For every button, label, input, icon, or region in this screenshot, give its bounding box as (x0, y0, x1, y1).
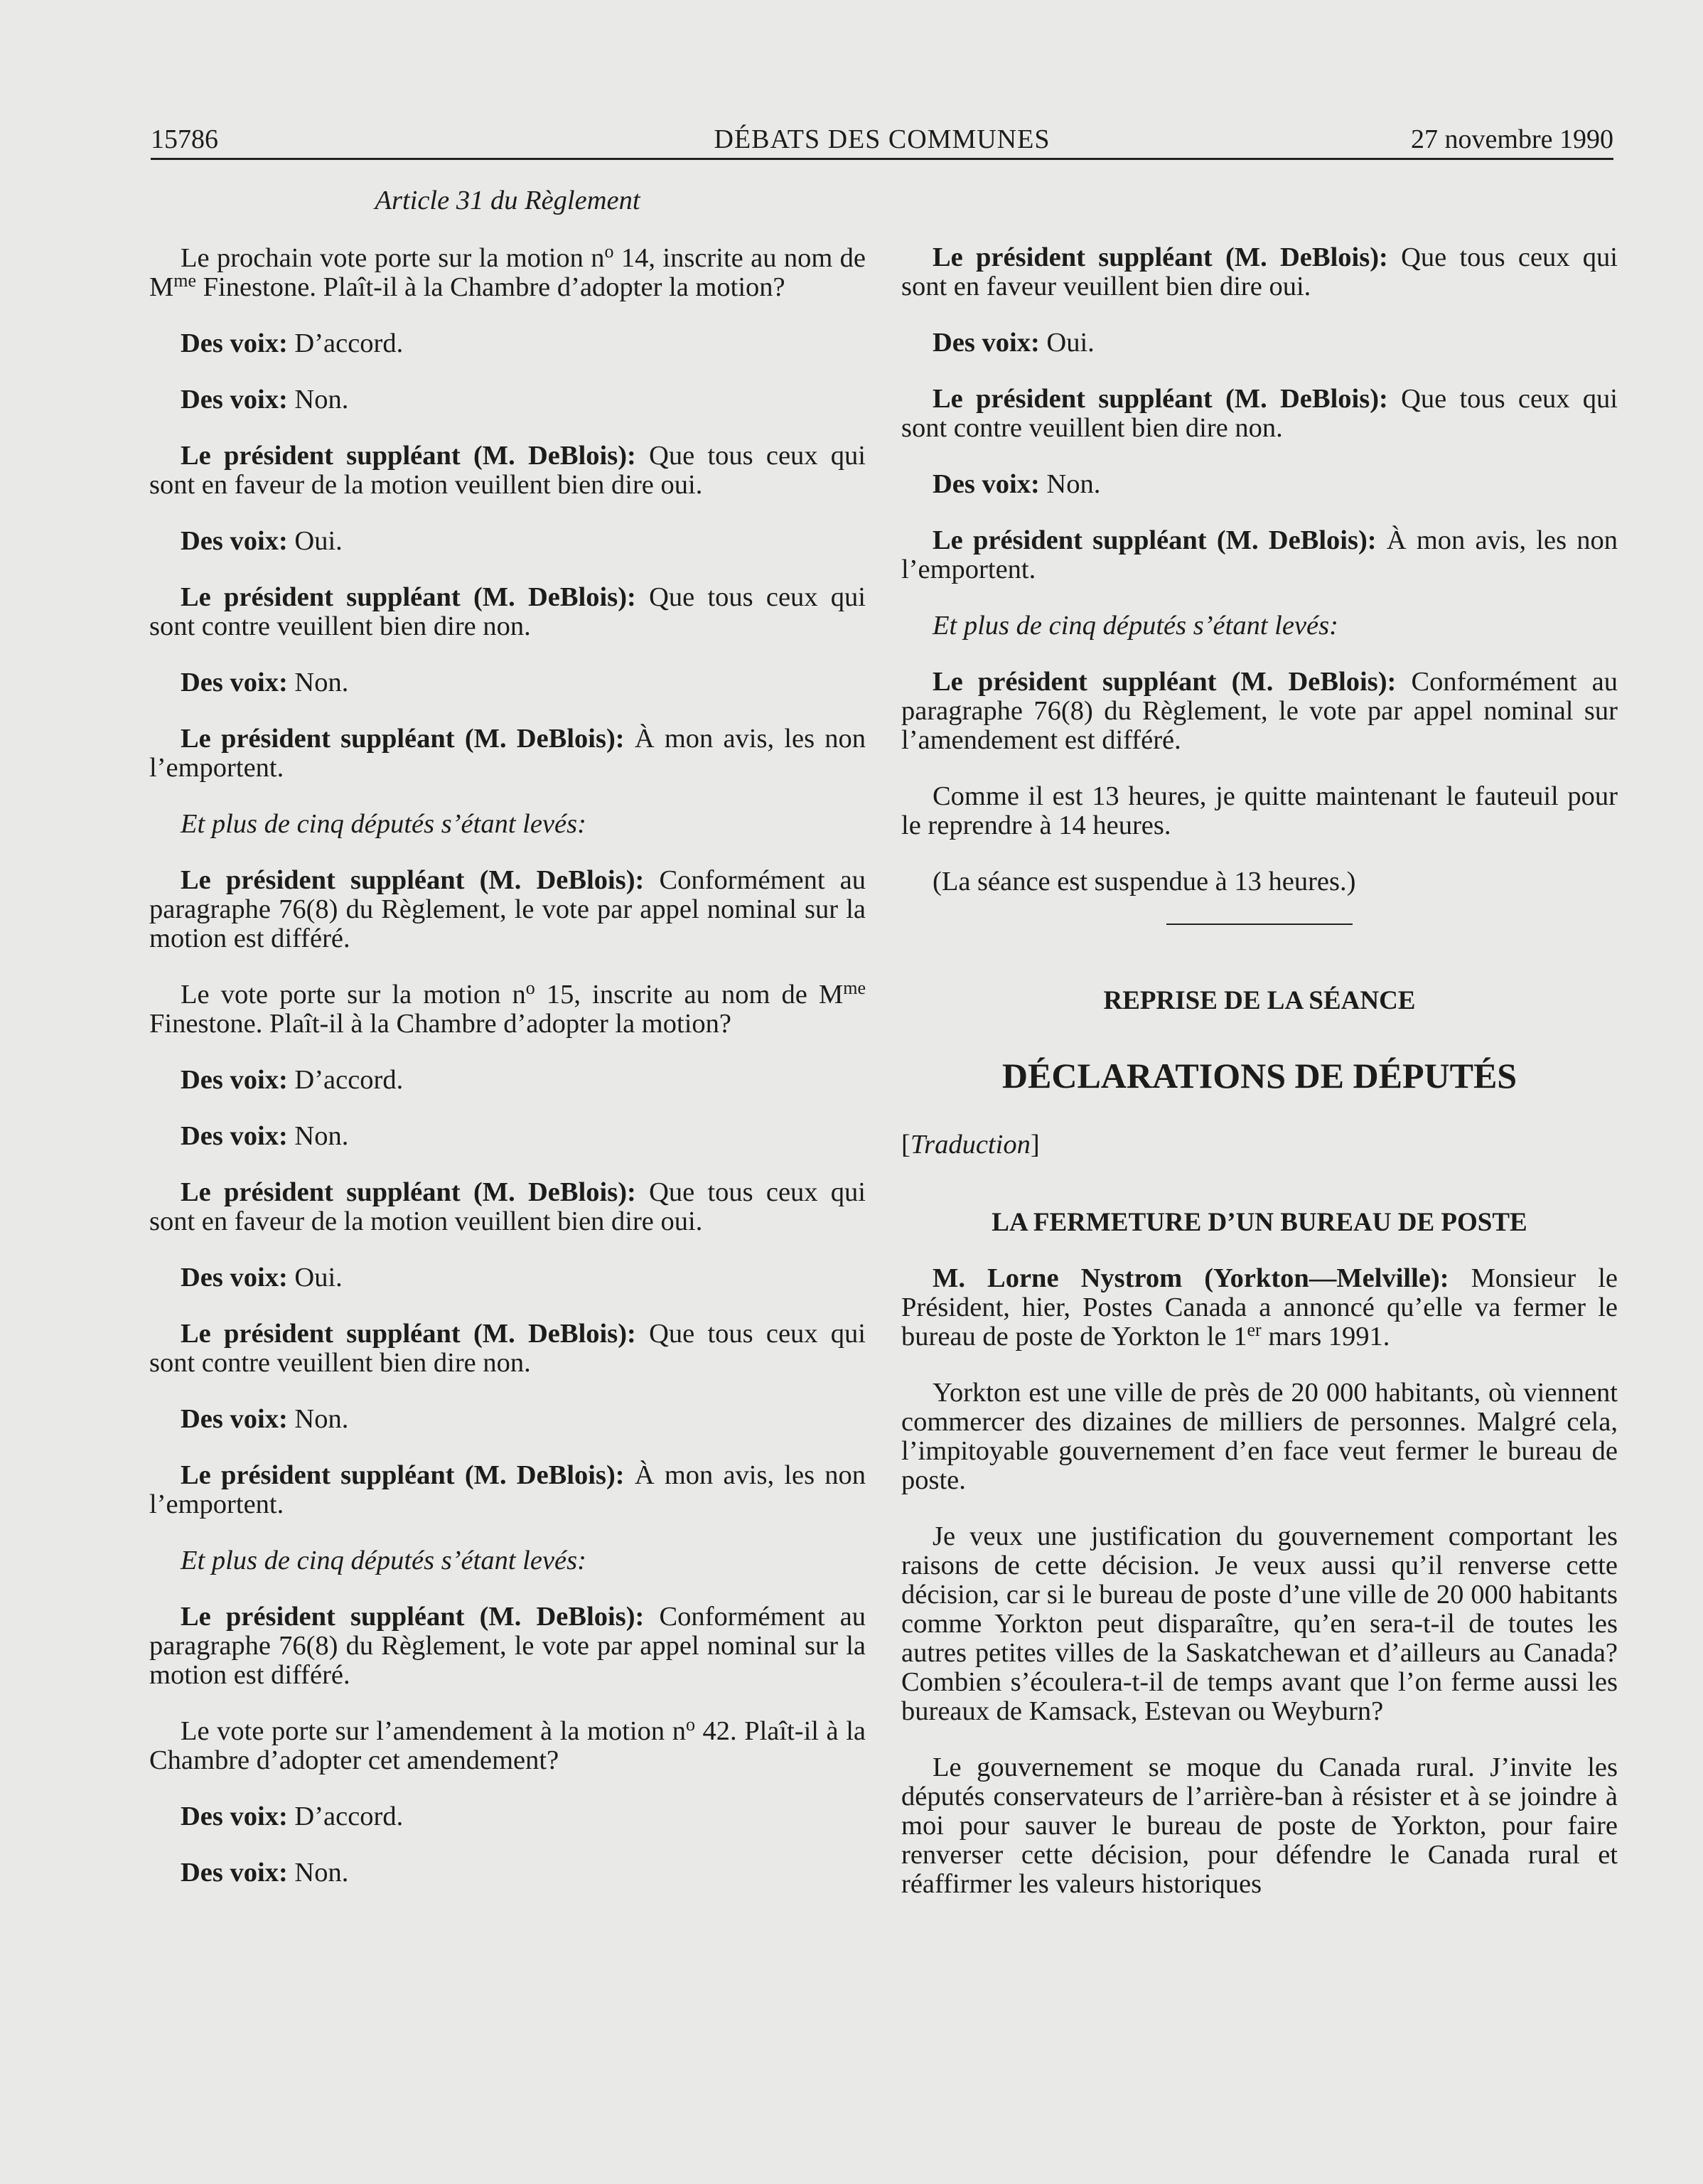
translation-note: [Traduction] (901, 1130, 1040, 1160)
section-title: Article 31 du Règlement (375, 186, 640, 215)
speaker-against: Le président suppléant (M. DeBlois): Que tous ceux qui sont contre veuillent bien dire non. (149, 582, 866, 641)
publication-date: 27 novembre 1990 (1411, 124, 1613, 154)
page-header (151, 119, 1613, 159)
voices-agree: Des voix: D’accord. (181, 328, 404, 358)
paragraph-motion-14: Le prochain vote porte sur la motion $n^o$ 14, inscrite au nom de $M^{me}$ Finestone. Plaît-il à la Chambre d’adopter la motion? (149, 241, 866, 302)
page-number: 15786 (151, 124, 218, 154)
declarations-heading: DÉCLARATIONS DE DÉPUTÉS (1001, 1056, 1517, 1096)
speaker-in-favour: Le président suppléant (M. DeBlois): Que tous ceux qui sont en faveur veuillent bien dire oui. (901, 242, 1618, 301)
left-column (149, 186, 866, 1915)
voices-yes: Des voix: Oui. (933, 328, 1095, 358)
voices-agree: Des voix: D’accord. (181, 1802, 404, 1831)
members-rose: Et plus de cinq députés s’étant levés: (181, 809, 586, 839)
subject-heading: LA FERMETURE D’UN BUREAU DE POSTE (992, 1208, 1527, 1237)
voices-no: Des voix: Non. (181, 1404, 349, 1434)
speaker-deferred-amendment: Le président suppléant (M. DeBlois): Conformément au paragraphe 76(8) du Règlement, le vote par appel nominal sur l’amendement est différé. (901, 667, 1618, 755)
paragraph-amendment-42: Le vote porte sur l’amendement à la motion $n^o$ 42. Plaît-il à la Chambre d’adopter cet amendement? (149, 1714, 866, 1775)
mp-statement-4: Le gouvernement se moque du Canada rural. J’invite les députés conservateurs de l’arrière-ban à résister et à se joindre à moi pour sauver le bureau de poste de Yorkton, pour faire renverser cette décision, pour défendre le Canada rural et réaffirmer les valeurs historiques (901, 1752, 1618, 1899)
mp-statement-3: Je veux une justification du gouvernement comportant les raisons de cette décision. Je veux aussi qu’il renverse cette décision, car si le bureau de poste d’une ville de 20 000 habitants comme Yorkton peut disparaître, qu’en sera-t-il de toutes les autres petites villes de la Saskatchewan et d’ailleurs au Canada? Combien s’écoulera-t-il de temps avant que l’on ferme aussi les bureaux de Kamsack, Estevan ou Weyburn? (901, 1521, 1618, 1726)
resumption-heading: REPRISE DE LA SÉANCE (1103, 986, 1416, 1015)
speaker-opinion: Le président suppléant (M. DeBlois): À mon avis, les non l’emportent. (901, 525, 1618, 584)
voices-no: Des voix: Non. (933, 469, 1101, 499)
speaker-deferred: Le président suppléant (M. DeBlois): Conformément au paragraphe 76(8) du Règlement, le vote par appel nominal sur la motion est différé. (149, 865, 866, 953)
sitting-suspended: (La séance est suspendue à 13 heures.) (933, 867, 1356, 896)
publication-title: DÉBATS DES COMMUNES (714, 124, 1051, 154)
speaker-against: Le président suppléant (M. DeBlois): Que tous ceux qui sont contre veuillent bien dire non. (149, 1319, 866, 1378)
right-column (901, 243, 1618, 1926)
paragraph-thirteen: Comme il est 13 heures, je quitte maintenant le fauteuil pour le reprendre à 14 heures. (901, 781, 1618, 840)
speaker-opinion: Le président suppléant (M. DeBlois): À mon avis, les non l’emportent. (149, 1460, 866, 1519)
mp-statement-2: Yorkton est une ville de près de 20 000 habitants, où viennent commercer des dizaines de milliers de personnes. Malgré cela, l’impitoyable gouvernement d’en face veut fermer le bureau de poste. (901, 1378, 1618, 1495)
paragraph-motion-15: Le vote porte sur la motion $n^o$ 15, inscrite au nom de $M^{me}$ Finestone. Plaît-il à la Chambre d’adopter la motion? (149, 978, 866, 1039)
voices-no: Des voix: Non. (181, 1121, 349, 1151)
voices-no: Des voix: Non. (181, 668, 349, 697)
header-rule (151, 158, 1613, 160)
speaker-in-favour: Le président suppléant (M. DeBlois): Que tous ceux qui sont en faveur de la motion veuillent bien dire oui. (149, 1177, 866, 1236)
voices-yes: Des voix: Oui. (181, 1263, 343, 1292)
speaker-against: Le président suppléant (M. DeBlois): Que tous ceux qui sont contre veuillent bien dire non. (901, 384, 1618, 443)
speaker-deferred: Le président suppléant (M. DeBlois): Conformément au paragraphe 76(8) du Règlement, le vote par appel nominal sur la motion est différé. (149, 1602, 866, 1690)
members-rose: Et plus de cinq députés s’étant levés: (181, 1546, 586, 1575)
mp-statement-1: M. Lorne Nystrom (Yorkton—Melville): Monsieur le Président, hier, Postes Canada a annoncé qu’elle va fermer le bureau de poste de Yorkton le 1er mars 1991. (901, 1263, 1618, 1351)
speaker-opinion: Le président suppléant (M. DeBlois): À mon avis, les non l’emportent. (149, 724, 866, 783)
members-rose: Et plus de cinq députés s’étant levés: (933, 611, 1338, 641)
voices-agree: Des voix: D’accord. (181, 1065, 404, 1095)
voices-no: Des voix: Non. (181, 385, 349, 414)
voices-no: Des voix: Non. (181, 1858, 349, 1888)
voices-yes: Des voix: Oui. (181, 526, 343, 556)
section-divider (1166, 924, 1353, 925)
speaker-in-favour: Le président suppléant (M. DeBlois): Que tous ceux qui sont en faveur de la motion veuillent bien dire oui. (149, 441, 866, 500)
